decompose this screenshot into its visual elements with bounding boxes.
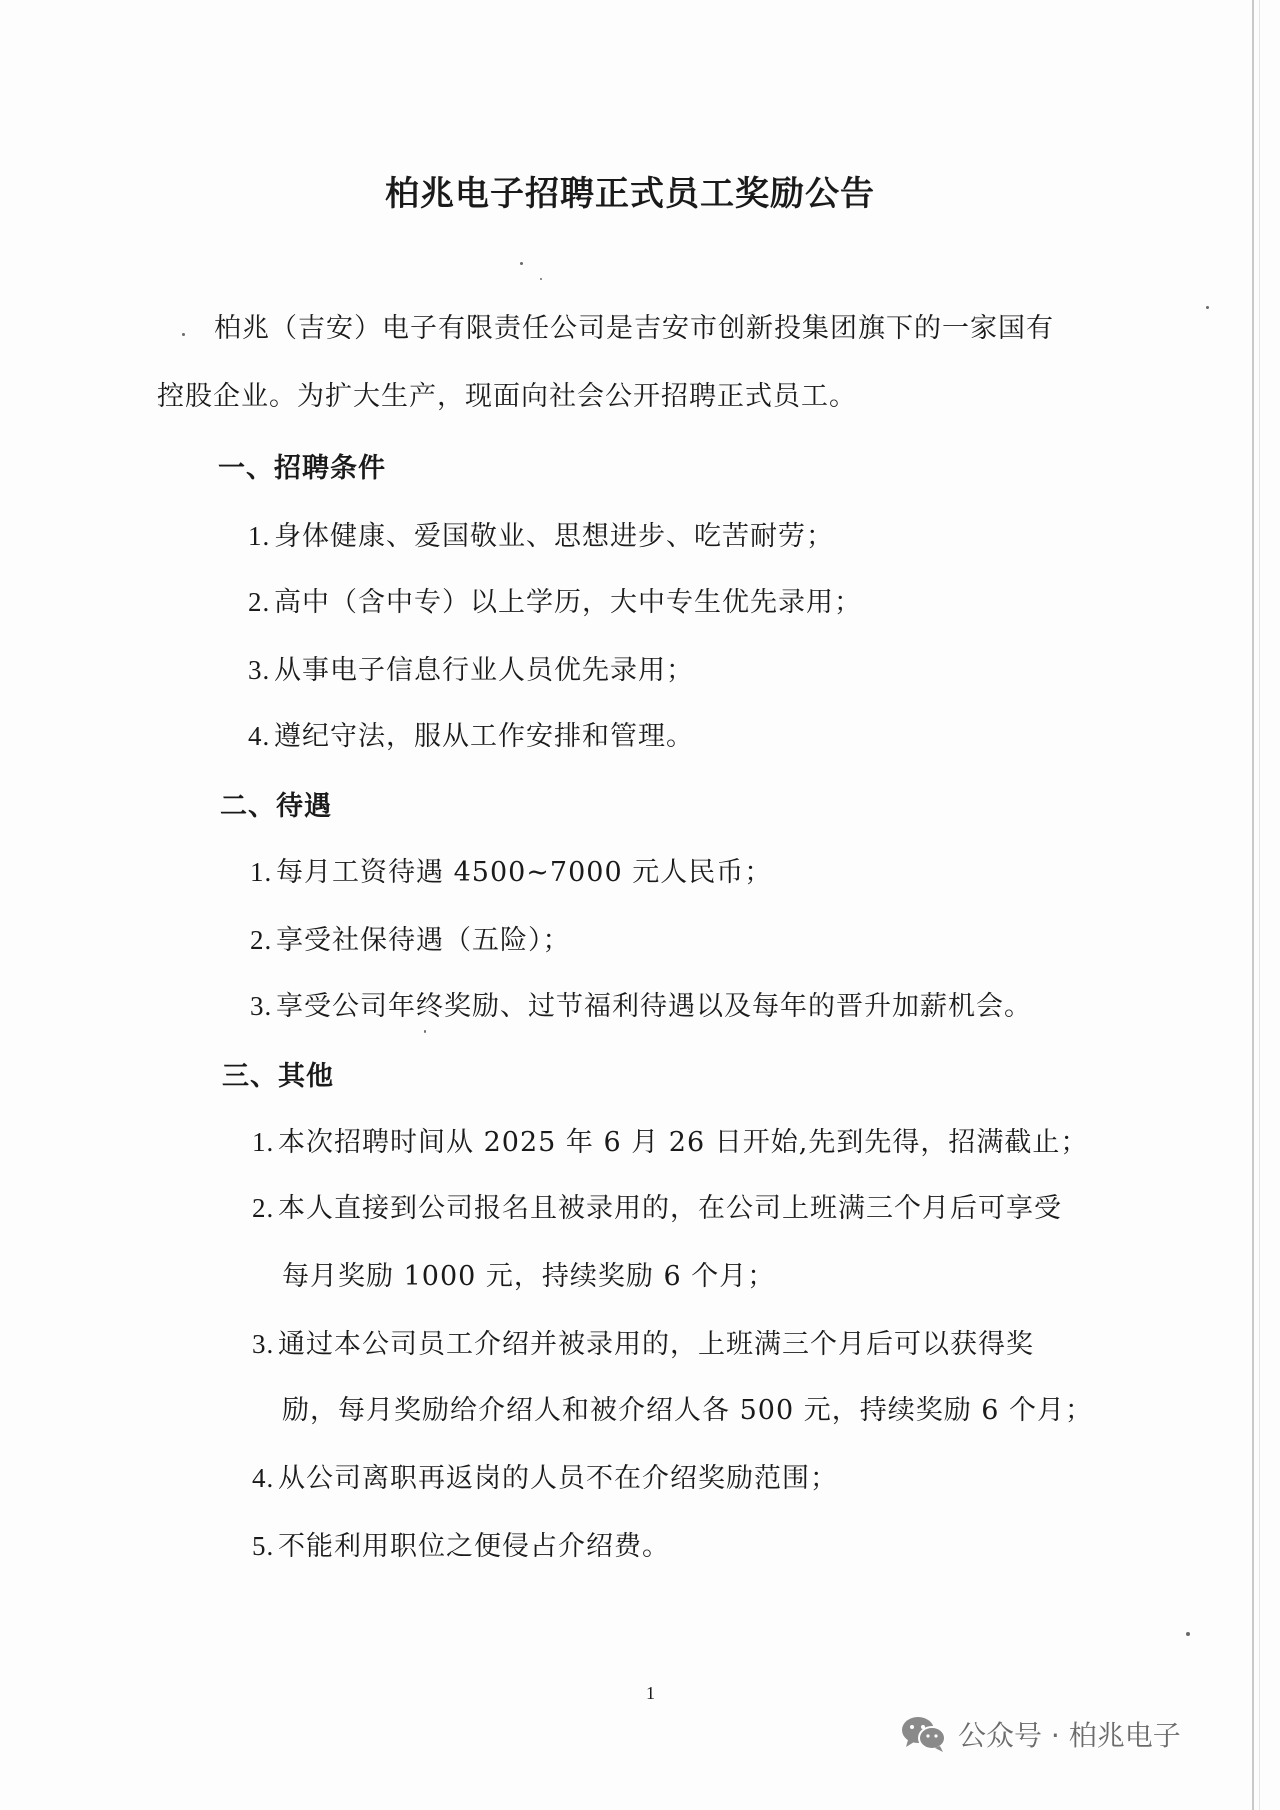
item-number: 3. (248, 655, 271, 685)
item-number: 5. (252, 1531, 275, 1561)
item-number: 2. (248, 587, 271, 617)
list-item (252, 1120, 1088, 1159)
scan-speck (520, 262, 523, 265)
item-number: 3. (252, 1329, 275, 1359)
section-heading-conditions: 一、招聘条件 (218, 453, 386, 484)
list-item (248, 714, 694, 753)
item-text: 高中（含中专）以上学历，大中专生优先录用； (274, 587, 862, 618)
wechat-watermark (900, 1714, 1181, 1754)
item-text: 不能利用职位之便侵占介绍费。 (278, 1531, 670, 1562)
list-item (252, 1186, 1062, 1225)
page-number: 1 (646, 1683, 655, 1703)
scan-speck (1186, 1632, 1190, 1636)
item-text: 享受公司年终奖励、过节福利待遇以及每年的晋升加薪机会。 (276, 991, 1032, 1022)
item-text: 通过本公司员工介绍并被录用的，上班满三个月后可以获得奖 (278, 1329, 1034, 1360)
list-item (250, 984, 1032, 1023)
item-number: 2. (252, 1193, 275, 1223)
list-item (250, 918, 571, 957)
item-number: 4. (248, 721, 271, 751)
list-item (252, 1322, 1034, 1361)
item-number: 1. (252, 1127, 275, 1157)
watermark-label: 公众号 · 柏兆电子 (958, 1719, 1181, 1752)
list-item (248, 648, 694, 687)
list-item (248, 514, 834, 553)
list-item (252, 1456, 838, 1495)
document-title: 柏兆电子招聘正式员工奖励公告 (385, 174, 875, 214)
item-text: 本人直接到公司报名且被录用的，在公司上班满三个月后可享受 (278, 1193, 1062, 1224)
scan-speck (1206, 306, 1209, 309)
page-edge (1252, 0, 1254, 1810)
item-number: 1. (248, 521, 271, 551)
page-edge-shadow (1259, 0, 1260, 1810)
section-heading-other: 三、其他 (222, 1061, 334, 1092)
scan-speck (424, 1030, 426, 1033)
list-item (248, 580, 862, 619)
item-text: 身体健康、爱国敬业、思想进步、吃苦耐劳； (274, 521, 834, 552)
scan-speck (182, 333, 185, 336)
item-text: 从公司离职再返岗的人员不在介绍奖励范围； (278, 1463, 838, 1494)
scan-speck (540, 278, 542, 280)
list-item (250, 850, 772, 889)
item-text: 享受社保待遇（五险）； (276, 925, 571, 956)
intro-line-2: 控股企业。为扩大生产，现面向社会公开招聘正式员工。 (157, 381, 857, 412)
list-item (252, 1524, 670, 1563)
item-text: 从事电子信息行业人员优先录用； (274, 655, 694, 686)
item-number: 3. (250, 991, 273, 1021)
intro-line-1: 柏兆（吉安）电子有限责任公司是吉安市创新投集团旗下的一家国有 (214, 313, 1054, 344)
section-heading-benefits: 二、待遇 (220, 791, 332, 822)
item-text: 每月工资待遇 4500~7000 元人民币； (276, 857, 773, 888)
list-item-continuation: 励，每月奖励给介绍人和被介绍人各 500 元，持续奖励 6 个月； (282, 1395, 1094, 1426)
item-number: 1. (250, 857, 273, 887)
item-text: 本次招聘时间从 2025 年 6 月 26 日开始,先到先得，招满截止； (278, 1127, 1089, 1158)
item-number: 2. (250, 925, 273, 955)
item-number: 4. (252, 1463, 275, 1493)
item-text: 遵纪守法，服从工作安排和管理。 (274, 721, 694, 752)
wechat-icon (900, 1714, 948, 1754)
list-item-continuation: 每月奖励 1000 元，持续奖励 6 个月； (282, 1261, 776, 1292)
